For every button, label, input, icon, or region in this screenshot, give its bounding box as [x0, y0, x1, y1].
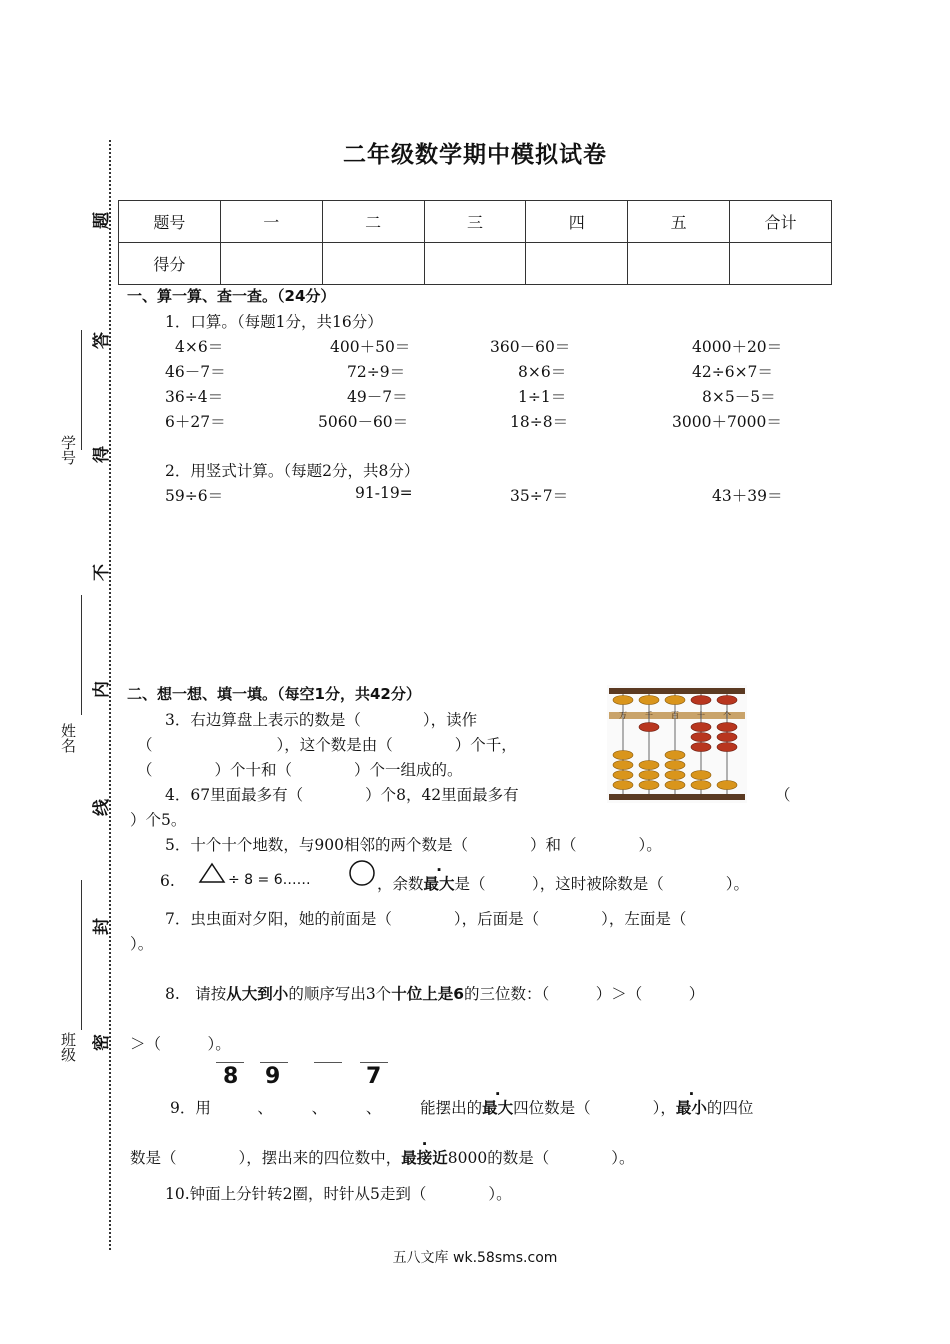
q8-bold1: 从大到小 [226, 985, 289, 1003]
oral-item: 400＋50＝ [330, 338, 411, 356]
binding-word: 内 [92, 681, 112, 698]
footer-watermark: 五八文库 wk.58sms.com [392, 1250, 558, 1266]
binding-word: 题 [92, 212, 112, 229]
q9-bold3-text [401, 1149, 448, 1167]
q9-bold1: 最大 [482, 1099, 514, 1117]
oral-item: 1÷1＝ [518, 388, 567, 406]
score-cell[interactable] [526, 243, 628, 285]
class-line [81, 880, 82, 1030]
q8-text-a: 8. 请按 [165, 985, 227, 1003]
number-card: 8 [223, 1064, 239, 1089]
q9-line2-b: 8000的数是（ ）。 [447, 1149, 635, 1167]
vertical-item: 43＋39＝ [712, 487, 783, 505]
vertical-item: 35÷7＝ [510, 487, 569, 505]
q9-text-b: 四位数是（ ）， [513, 1099, 676, 1117]
score-cell[interactable] [628, 243, 730, 285]
score-table-score-row [119, 243, 832, 285]
q7-line2: ）。 [130, 935, 154, 953]
oral-item: 36÷4＝ [165, 388, 224, 406]
header-cell: 一 [220, 201, 322, 243]
abacus-label: 万 [619, 711, 627, 720]
abacus-label: 十 [697, 711, 705, 720]
q6-text-b: 是（ ），这时被除数是（ ）。 [454, 875, 750, 893]
q9-text-c: 的四位 [706, 1099, 754, 1117]
vertical-title: 2．用竖式计算。（每题2分，共8分） [165, 462, 420, 480]
name-label: 姓名 [59, 723, 77, 753]
oral-item: 360－60＝ [490, 338, 571, 356]
score-cell[interactable] [220, 243, 322, 285]
number-card: 9 [265, 1064, 281, 1089]
abacus-bottom-frame [609, 794, 745, 800]
oral-item: 6＋27＝ [165, 413, 226, 431]
abacus-label: 百 [671, 711, 679, 720]
q8-text-b: 的顺序写出3个 [288, 985, 392, 1003]
q6-text-a: ，余数 [377, 875, 424, 893]
abacus-label: 个 [723, 711, 731, 720]
q9-line2 [130, 1146, 634, 1168]
binding-word: 封 [92, 918, 112, 935]
header-cell: 四 [526, 201, 628, 243]
oral-item: 72÷9＝ [347, 363, 406, 381]
oral-item: 3000＋7000＝ [672, 413, 782, 431]
oral-item: 8×5－5＝ [702, 388, 776, 406]
q9-text-a: 9．用 、 、 、 能摆出的 [170, 1099, 483, 1117]
q9-line2-a: 数是（ ），摆出来的四位数中， [130, 1149, 402, 1167]
header-cell: 二 [322, 201, 424, 243]
student-id-label: 学号 [59, 435, 77, 465]
q10: 10.钟面上分针转2圈，时针从5走到（ ）。 [165, 1185, 512, 1203]
q4-line2: ）个5。 [130, 811, 187, 829]
q8-line2: ＞（ ）。 [130, 1035, 231, 1053]
vertical-item: 59÷6＝ [165, 487, 224, 505]
q9-line1 [170, 1096, 753, 1118]
abacus-image [607, 685, 747, 803]
q6-text [377, 872, 749, 894]
q3-line3: （ ）个十和（ ）个一组成的。 [137, 761, 463, 779]
card-bar [216, 1062, 244, 1063]
binding-word: 线 [92, 799, 112, 816]
header-cell: 五 [628, 201, 730, 243]
page-title: 二年级数学期中模拟试卷 [343, 142, 607, 168]
header-cell: 合计 [730, 201, 832, 243]
q3-line1: 3．右边算盘上表示的数是（ ），读作 [165, 711, 478, 729]
card-bar [314, 1062, 342, 1063]
score-cell[interactable] [322, 243, 424, 285]
q4-tail: （ [775, 786, 791, 804]
oral-item: 8×6＝ [518, 363, 567, 381]
q5: 5．十个十个地数，与900相邻的两个数是（ ）和（ ）。 [165, 836, 662, 854]
circle-icon [347, 858, 377, 888]
oral-item: 5060－60＝ [318, 413, 409, 431]
vertical-item: 91-19= [355, 484, 413, 502]
q6-division: ÷ 8 = 6…… [228, 872, 311, 888]
card-bar [260, 1062, 288, 1063]
binding-word: 答 [92, 332, 112, 349]
number-card: 7 [366, 1064, 382, 1089]
q8-bold2: 十位上是6 [391, 985, 464, 1003]
oral-item: 46－7＝ [165, 363, 226, 381]
q8-line1 [165, 982, 704, 1004]
header-cell: 题号 [119, 201, 221, 243]
q9-bold2-text [676, 1099, 707, 1117]
oral-title: 1．口算。（每题1分，共16分） [165, 313, 383, 331]
q6-bold: 最大 [423, 875, 455, 893]
abacus-top-frame [609, 688, 745, 694]
student-id-line [81, 330, 82, 450]
triangle-icon [198, 862, 226, 884]
q4-line1: 4．67里面最多有（ ）个8，42里面最多有 [165, 786, 519, 804]
section2-title: 二、想一想、填一填。（每空1分，共42分） [127, 685, 421, 703]
binding-word: 得 [92, 446, 112, 463]
oral-item: 4000＋20＝ [692, 338, 783, 356]
section1-title: 一、算一算、查一查。（24分） [127, 287, 336, 305]
q6-bold-text [424, 875, 455, 893]
binding-word: 不 [92, 564, 112, 581]
card-bar [360, 1062, 388, 1063]
oral-item: 4×6＝ [175, 338, 224, 356]
score-table-header-row [119, 201, 832, 243]
q9-bold1-text [482, 1099, 513, 1117]
q8-text-c: 的三位数：（ ）＞（ ） [463, 985, 705, 1003]
oral-item: 42÷6×7＝ [692, 363, 773, 381]
header-cell: 三 [424, 201, 526, 243]
class-label: 班级 [59, 1032, 77, 1062]
score-cell[interactable] [424, 243, 526, 285]
oral-item: 49－7＝ [347, 388, 408, 406]
name-line [81, 595, 82, 715]
binding-word: 密 [92, 1034, 112, 1051]
q9-bold3: 最接近 [401, 1149, 448, 1167]
oral-item: 18÷8＝ [510, 413, 569, 431]
q3-line2: （ ），这个数是由（ ）个千， [137, 736, 517, 754]
q7-line1: 7．虫虫面对夕阳，她的前面是（ ），后面是（ ），左面是（ [165, 910, 687, 928]
q9-bold2: 最小 [675, 1099, 707, 1117]
score-row-label: 得分 [119, 243, 221, 285]
abacus-label: 千 [645, 711, 653, 720]
q6-number: 6. [160, 872, 175, 890]
score-table [118, 200, 832, 285]
score-cell[interactable] [730, 243, 832, 285]
